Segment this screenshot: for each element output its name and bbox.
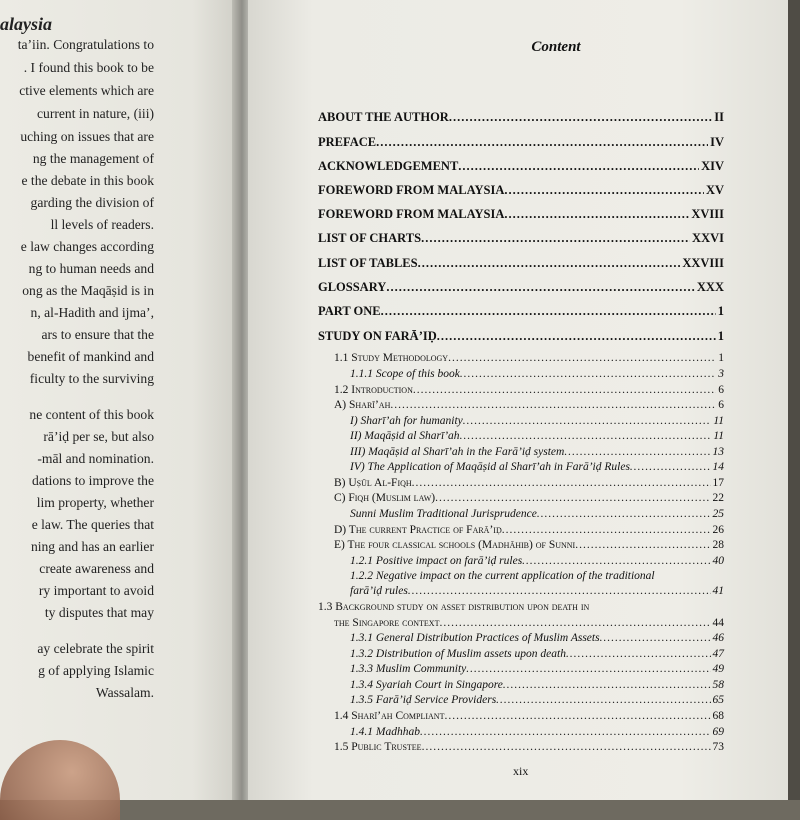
toc-entry-label: LIST OF TABLES: [318, 256, 418, 270]
toc-entry-page: 65: [712, 694, 724, 706]
toc-leader-dots: [460, 430, 712, 442]
toc-entry-page: 25: [712, 508, 724, 520]
toc-leader-dots: [376, 135, 708, 150]
toc-entry: [334, 384, 724, 396]
toc-entry-label: 1.3.5 Farā’iḍ Service Providers: [350, 694, 497, 706]
toc-entry: [318, 256, 724, 271]
toc-entry-page: XIV: [701, 159, 724, 173]
toc-leader-dots: [437, 329, 716, 344]
left-text-line: ll levels of readers.: [50, 217, 154, 232]
toc-entry-page: 69: [712, 726, 724, 738]
left-page-heading: alaysia: [0, 14, 52, 34]
toc-entry: [334, 539, 724, 551]
left-text-line: n, al-Hadith and ijma’,: [30, 305, 154, 320]
left-text-line: ta’iin. Congratulations to: [17, 37, 154, 52]
toc-entry: [318, 159, 724, 174]
left-text-line: ty disputes that may: [44, 605, 154, 620]
page-edge: [788, 0, 800, 800]
toc-entry-label: PART ONE: [318, 304, 381, 318]
toc-entry: [350, 368, 724, 380]
toc-entry-label: ACKNOWLEDGEMENT: [318, 159, 459, 173]
toc-entry: [318, 110, 724, 125]
toc-entry: [318, 329, 724, 344]
toc-leader-dots: [496, 694, 710, 706]
toc-entry-label: IV) The Application of Maqāṣid al Sharī’ah in Farā’iḍ Rules: [350, 461, 630, 473]
toc-entry-label: 1.3.2 Distribution of Muslim assets upon death: [350, 648, 566, 660]
toc-entry: [350, 585, 724, 597]
toc-leader-dots: [522, 555, 710, 567]
toc-entry-label: ABOUT THE AUTHOR: [318, 110, 449, 124]
toc-entry-label: 1.2 Introduction: [334, 384, 413, 396]
toc-leader-dots: [418, 256, 681, 271]
left-text-line: Wassalam.: [95, 685, 154, 700]
toc-leader-dots: [435, 492, 710, 504]
toc-leader-dots: [575, 539, 710, 551]
toc-entry-page: 22: [712, 492, 724, 504]
toc-entry-page: 1: [717, 329, 724, 343]
toc-leader-dots: [421, 231, 690, 246]
toc-entry-label: 1.2.1 Positive impact on farā’iḍ rules: [350, 555, 523, 567]
left-text-line: ng to human needs and: [28, 261, 154, 276]
toc-entry-label: III) Maqāṣid al Sharī’ah in the Farā’iḍ system: [350, 446, 565, 458]
toc-entry-label: E) The four classical schools (Madhāhib) of Sunni: [334, 539, 576, 551]
toc-entry: [334, 617, 724, 629]
toc-leader-dots: [390, 399, 716, 411]
toc-entry-label: A) Sharī’ah: [334, 399, 391, 411]
toc-entry-page: 11: [713, 430, 724, 442]
left-text-line: uching on issues that are: [20, 129, 154, 144]
toc-leader-dots: [413, 384, 716, 396]
toc-leader-dots: [460, 368, 716, 380]
toc-entry-label: GLOSSARY: [318, 280, 387, 294]
toc-entry-page: XXVIII: [682, 256, 724, 270]
left-text-line: ong as the Maqāṣid is in: [22, 283, 154, 298]
left-text-line: lim property, whether: [36, 495, 154, 510]
toc-entry: 1.3 Background study on asset distribution upon death in: [318, 601, 590, 613]
toc-leader-dots: [412, 477, 711, 489]
toc-entry: [350, 632, 724, 644]
toc-entry-label: D) The current Practice of Farā’iḍ: [334, 524, 502, 536]
toc-entry-label: 1.4.1 Madhhab: [350, 726, 420, 738]
toc-entry-page: XXX: [696, 280, 724, 294]
toc-entry-page: 17: [712, 477, 724, 489]
toc-leader-dots: [408, 585, 711, 597]
toc-entry: [318, 280, 724, 295]
toc-entry: [334, 524, 724, 536]
toc-entry-label: II) Maqāṣid al Sharī’ah: [350, 430, 460, 442]
toc-entry-label: 1.5 Public Trustee: [334, 741, 422, 753]
toc-entry-label: 1.1 Study Methodology: [334, 352, 449, 364]
toc-entry-page: XV: [705, 183, 724, 197]
contents-title: Content: [531, 39, 581, 55]
toc-entry-page: 47: [712, 648, 724, 660]
left-text-line: rā’iḍ per se, but also: [43, 429, 154, 444]
toc-leader-dots: [504, 183, 704, 198]
toc-entry-label: B) Uṣūl Al-Fiqh: [334, 477, 412, 489]
toc-entry-label: LIST OF CHARTS: [318, 231, 422, 245]
left-text-line: dations to improve the: [32, 473, 154, 488]
toc-leader-dots: [439, 617, 710, 629]
toc-leader-dots: [630, 461, 711, 473]
toc-leader-dots: [449, 110, 712, 125]
toc-leader-dots: [504, 207, 689, 222]
toc-entry-page: 13: [712, 446, 724, 458]
toc-leader-dots: [564, 446, 710, 458]
left-text-line: ne content of this book: [29, 407, 154, 422]
toc-entry: [350, 726, 724, 738]
toc-entry-label: 1.3.3 Muslim Community: [350, 663, 467, 675]
toc-entry: [350, 415, 724, 427]
left-text-line: ning and has an earlier: [30, 539, 154, 554]
toc-entry-page: 28: [712, 539, 724, 551]
toc-leader-dots: [422, 741, 711, 753]
toc-entry-label: 1.3.4 Syariah Court in Singapore: [350, 679, 503, 691]
toc-entry: [318, 135, 724, 150]
left-text-line: -māl and nomination.: [37, 451, 154, 466]
left-text-line: ay celebrate the spirit: [37, 641, 154, 656]
toc-entry-page: XVIII: [691, 207, 724, 221]
toc-entry-page: 1: [717, 304, 724, 318]
toc-entry: [350, 663, 724, 675]
left-text-line: ars to ensure that the: [41, 327, 154, 342]
page-number: xix: [513, 764, 529, 778]
toc-entry-page: 41: [712, 585, 724, 597]
toc-entry: [350, 555, 724, 567]
toc-leader-dots: [444, 710, 710, 722]
toc-entry-label: the Singapore context: [334, 617, 440, 629]
toc-leader-dots: [420, 726, 711, 738]
toc-entry-label: 1.4 Sharī’ah Compliant: [334, 710, 445, 722]
toc-entry-label: C) Fiqh (Muslim law): [334, 492, 436, 504]
right-page: [248, 0, 788, 800]
left-text-line: e the debate in this book: [21, 173, 154, 188]
toc-entry: [350, 694, 724, 706]
toc-entry-page: 40: [712, 555, 724, 567]
toc-leader-dots: [566, 648, 711, 660]
toc-entry-label: 1.1.1 Scope of this book: [350, 368, 460, 380]
toc-entry-page: 44: [712, 617, 724, 629]
toc-leader-dots: [381, 304, 716, 319]
toc-entry-page: 46: [712, 632, 724, 644]
toc-entry-label: FOREWORD FROM MALAYSIA: [318, 207, 505, 221]
toc-entry: [318, 207, 724, 222]
toc-leader-dots: [448, 352, 716, 364]
toc-entry: [318, 231, 724, 246]
toc-leader-dots: [503, 679, 711, 691]
toc-leader-dots: [537, 508, 711, 520]
toc-entry-page: II: [714, 110, 724, 124]
toc-entry: [350, 461, 724, 473]
toc-entry: [334, 492, 724, 504]
left-text-line: ficulty to the surviving: [29, 371, 154, 386]
toc-entry-page: 26: [712, 524, 724, 536]
left-text-line: e law changes according: [20, 239, 154, 254]
toc-entry: [350, 446, 724, 458]
toc-entry-label: I) Sharī’ah for humanity: [350, 415, 463, 427]
toc-entry: [350, 679, 724, 691]
toc-leader-dots: [502, 524, 711, 536]
toc-entry-page: 6: [718, 399, 724, 411]
left-text-line: current in nature, (iii): [36, 106, 154, 121]
left-page: [0, 0, 240, 800]
toc-leader-dots: [600, 632, 711, 644]
toc-entry-page: 73: [712, 741, 724, 753]
toc-entry-page: 1: [718, 352, 724, 364]
toc-entry: [334, 477, 724, 489]
toc-entry-label: FOREWORD FROM MALAYSIA: [318, 183, 505, 197]
toc-leader-dots: [386, 280, 695, 295]
toc-entry-page: XXVI: [692, 231, 724, 245]
toc-entry: [334, 352, 724, 364]
toc-entry-page: 68: [712, 710, 724, 722]
left-text-line: create awareness and: [39, 561, 154, 576]
left-text-line: ng the management of: [32, 151, 154, 166]
toc-entry-page: IV: [710, 135, 724, 149]
toc-leader-dots: [466, 663, 710, 675]
left-text-line: ry important to avoid: [38, 583, 154, 598]
toc-entry-label: farā’iḍ rules: [350, 585, 408, 597]
toc-entry-page: 6: [718, 384, 724, 396]
toc-entry: 1.2.2 Negative impact on the current application of the traditional: [350, 570, 655, 582]
toc-entry-label: PREFACE: [318, 135, 377, 149]
toc-entry-page: 11: [713, 415, 724, 427]
left-text-line: e law. The queries that: [31, 517, 154, 532]
toc-leader-dots: [458, 159, 699, 174]
toc-entry-label: STUDY ON FARĀ’IḌ: [318, 329, 437, 343]
toc-entry-page: 58: [712, 679, 724, 691]
toc-entry-page: 49: [712, 663, 724, 675]
toc-entry-page: 3: [718, 368, 724, 380]
toc-entry: [318, 304, 724, 319]
left-text-line: garding the division of: [30, 195, 154, 210]
toc-entry: [334, 399, 724, 411]
toc-entry: [350, 508, 724, 520]
toc-entry: [350, 430, 724, 442]
toc-entry: [334, 741, 724, 753]
toc-entry: [350, 648, 724, 660]
toc-entry-page: 14: [712, 461, 724, 473]
toc-entry: [318, 183, 724, 198]
left-text-line: . I found this book to be: [23, 60, 154, 75]
toc-entry-label: Sunni Muslim Traditional Jurisprudence: [350, 508, 537, 520]
left-text-line: ctive elements which are: [19, 83, 154, 98]
toc-entry: [334, 710, 724, 722]
left-text-line: benefit of mankind and: [27, 349, 154, 364]
toc-leader-dots: [463, 415, 712, 427]
left-text-line: g of applying Islamic: [38, 663, 154, 678]
toc-entry-label: 1.3.1 General Distribution Practices of Muslim Assets: [350, 632, 600, 644]
